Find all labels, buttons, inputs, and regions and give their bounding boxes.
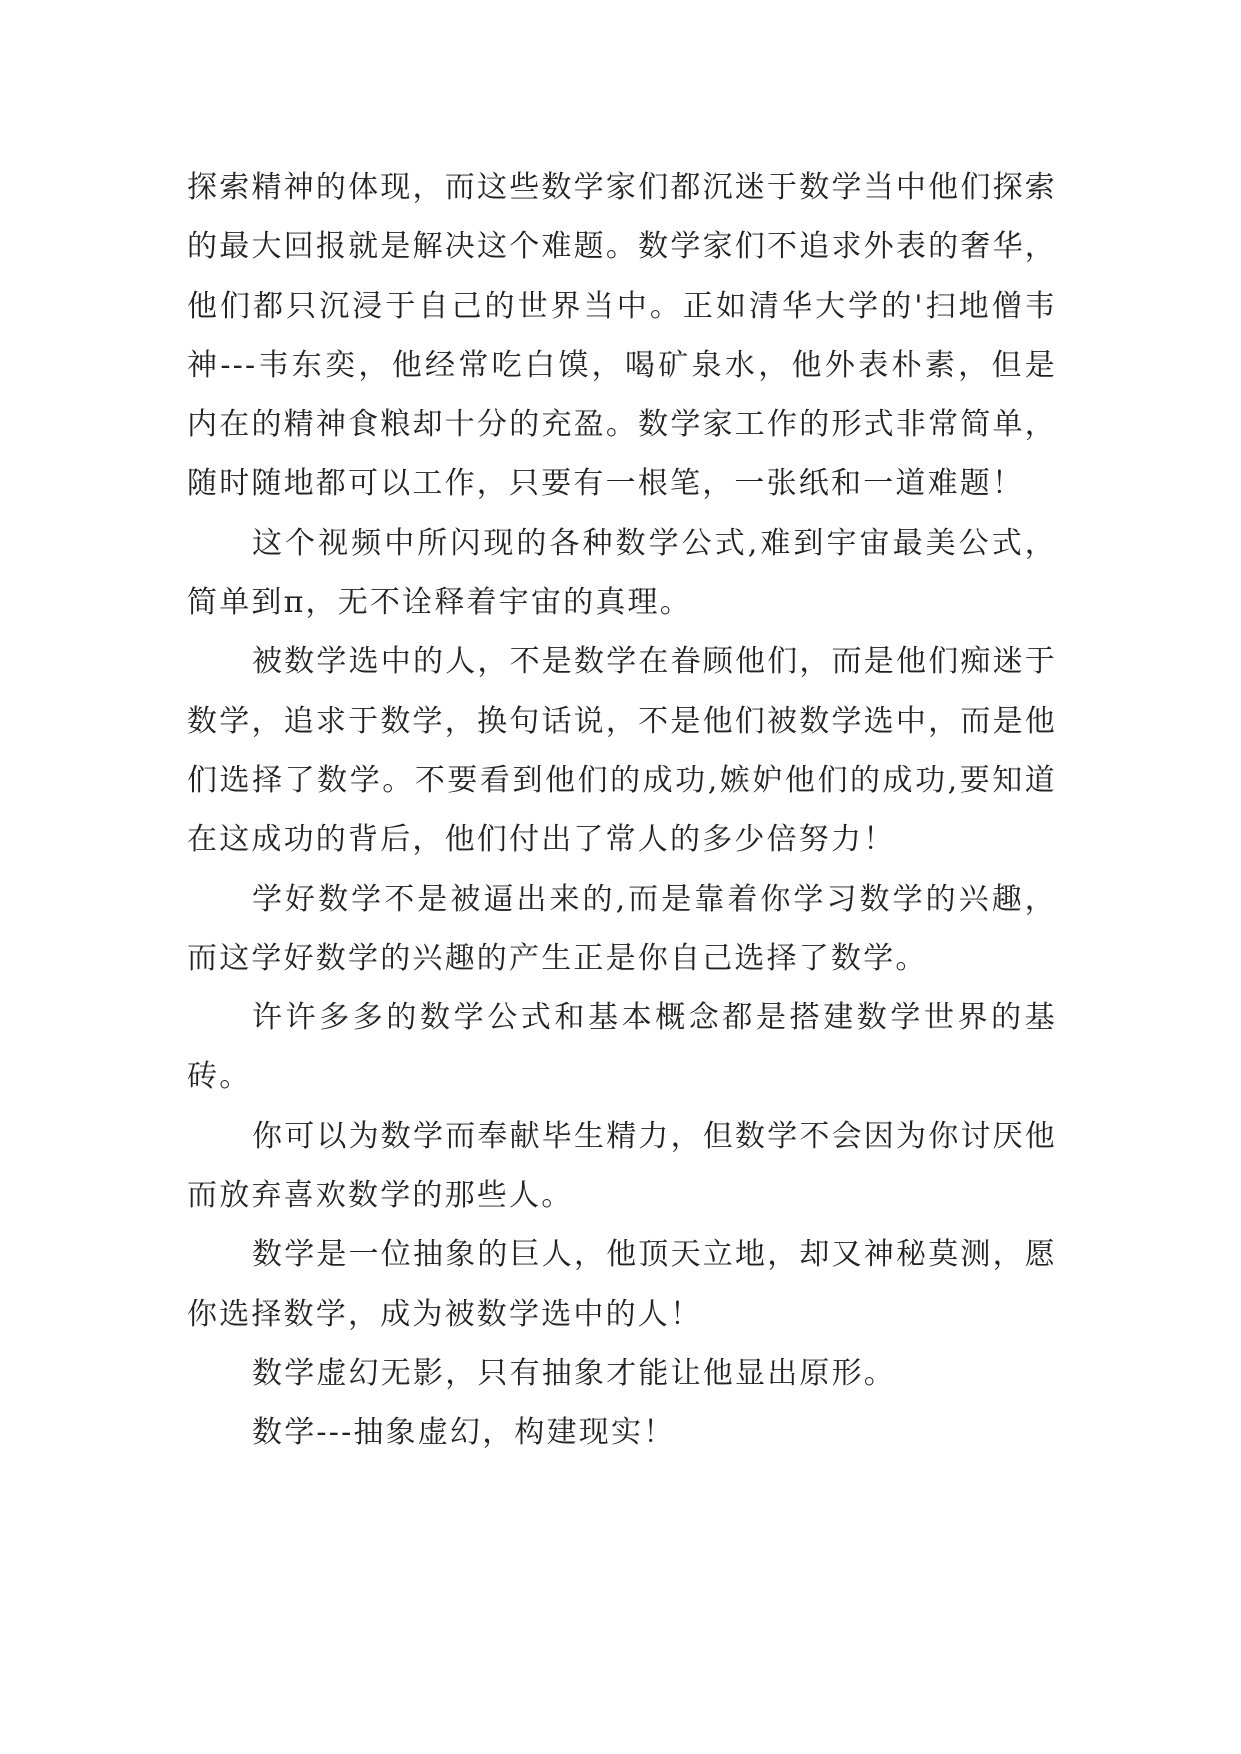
paragraph-4: 学好数学不是被逼出来的,而是靠着你学习数学的兴趣，而这学好数学的兴趣的产生正是你自己选择了数学。 [187,881,1057,976]
document-body [187,158,1057,1463]
paragraph-7: 数学是一位抽象的巨人，他顶天立地，却又神秘莫测，愿你选择数学，成为被数学选中的人！ [187,1237,1057,1332]
paragraph-2: 这个视频中所闪现的各种数学公式,难到宇宙最美公式，简单到π，无不诠释着宇宙的真理。 [187,525,1057,621]
paragraph-9: 数学---抽象虚幻，构建现实！ [252,1415,676,1451]
paragraph-5: 许许多多的数学公式和基本概念都是搭建数学世界的基砖。 [187,1000,1057,1095]
paragraph-3: 被数学选中的人，不是数学在眷顾他们，而是他们痴迷于数学，追求于数学，换句话说，不是他们被数学选中，而是他们选择了数学。不要看到他们的成功,嫉妒他们的成功,要知道在这成功的背后，他们付出了常人的多少倍努力！ [187,644,1057,858]
paragraph-8: 数学虚幻无影，只有抽象才能让他显出原形。 [252,1355,896,1391]
paragraph-1: 探索精神的体现，而这些数学家们都沉迷于数学当中他们探索的最大回报就是解决这个难题。数学家们不追求外表的奢华，他们都只沉浸于自己的世界当中。正如清华大学的'扫地僧韦神---韦东奕，他经常吃白馍，喝矿泉水，他外表朴素，但是内在的精神食粮却十分的充盈。数学家工作的形式非常简单，随时随地都可以工作，只要有一根笔，一张纸和一道难题！ [187,170,1057,502]
paragraph-6: 你可以为数学而奉献毕生精力，但数学不会因为你讨厌他而放弃喜欢数学的那些人。 [187,1118,1057,1214]
